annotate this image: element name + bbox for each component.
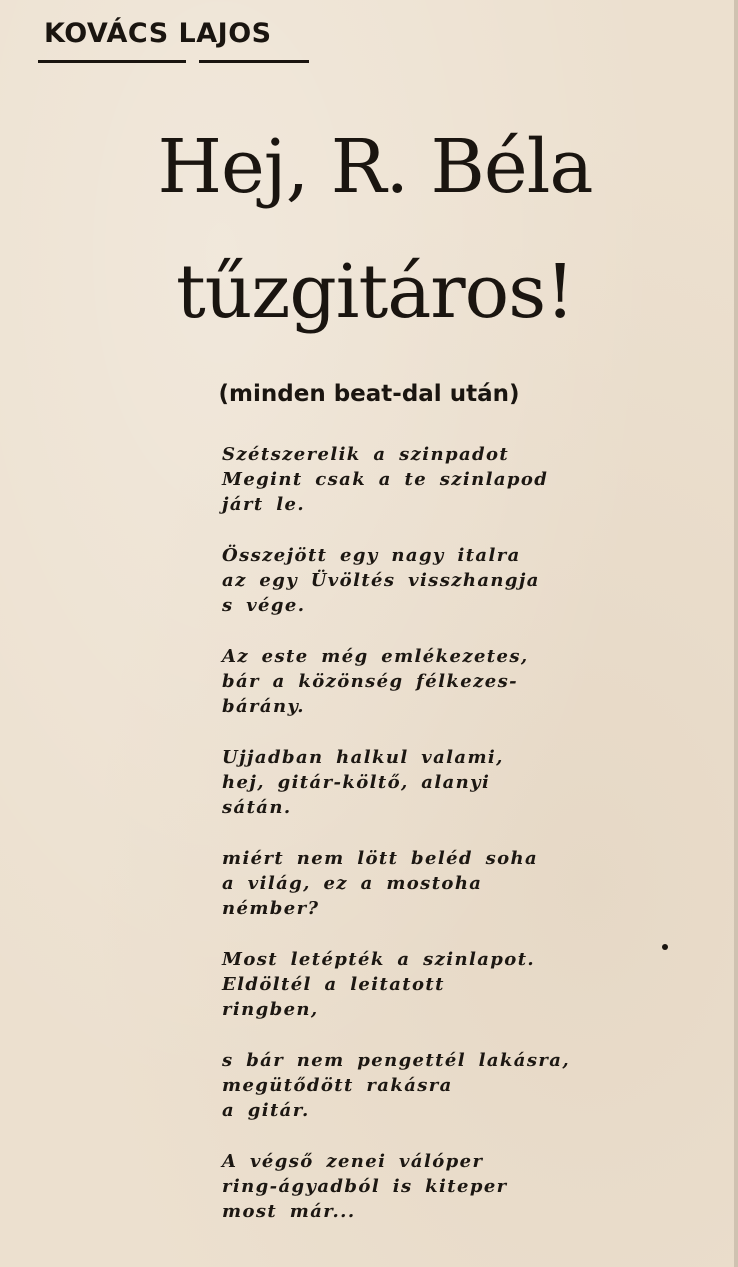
poem-line: Szétszerelik a szinpadot: [222, 444, 510, 465]
poem-line: bárány.: [222, 696, 305, 717]
poem-title-line-2: tűzgitáros!: [176, 249, 574, 335]
poem-body: [222, 442, 642, 1250]
poem-line: miért nem lött beléd soha: [222, 848, 539, 869]
poem-line: némber?: [222, 898, 320, 919]
poem-line: Eldöltél a leitatott: [222, 974, 445, 995]
stanza: [222, 1149, 642, 1224]
poem-line: Az este még emlékezetes,: [222, 646, 529, 667]
stanza: [222, 947, 642, 1022]
stanza: [222, 846, 642, 921]
poem-title-line-1: Hej, R. Béla: [157, 124, 593, 210]
stanza: [222, 442, 642, 517]
poem-subtitle: (minden beat-dal után): [218, 381, 520, 407]
stanza: [222, 745, 642, 820]
poem-line: Megint csak a te szinlapod: [222, 469, 549, 490]
poem-line: Most letépték a szinlapot.: [222, 949, 536, 970]
poem-line: A végső zenei válóper: [222, 1151, 484, 1172]
author-name: KOVÁCS LAJOS: [44, 18, 272, 49]
poem-line: a világ, ez a mostoha: [222, 873, 483, 894]
poem-line: ring-ágyadból is kiteper: [222, 1176, 508, 1197]
poem-line: ringben,: [222, 999, 319, 1020]
author-underline-right: [199, 60, 309, 63]
poem-line: hej, gitár-költő, alanyi: [222, 772, 491, 793]
poem-line: járt le.: [222, 494, 305, 515]
poem-line: most már...: [222, 1201, 356, 1222]
poem-line: bár a közönség félkezes-: [222, 671, 518, 692]
poem-line: s bár nem pengettél lakásra,: [222, 1050, 570, 1071]
poem-line: Összejött egy nagy italra: [222, 545, 521, 566]
stanza: [222, 644, 642, 719]
author-underline-left: [38, 60, 186, 63]
poem-line: s vége.: [222, 595, 306, 616]
poem-line: az egy Üvöltés visszhangja: [222, 570, 540, 591]
stanza: [222, 543, 642, 618]
ink-speck: [662, 944, 668, 950]
poem-line: megütődött rakásra: [222, 1075, 453, 1096]
stanza: [222, 1048, 642, 1123]
poem-line: Ujjadban halkul valami,: [222, 747, 504, 768]
poem-line: sátán.: [222, 797, 292, 818]
poem-line: a gitár.: [222, 1100, 310, 1121]
